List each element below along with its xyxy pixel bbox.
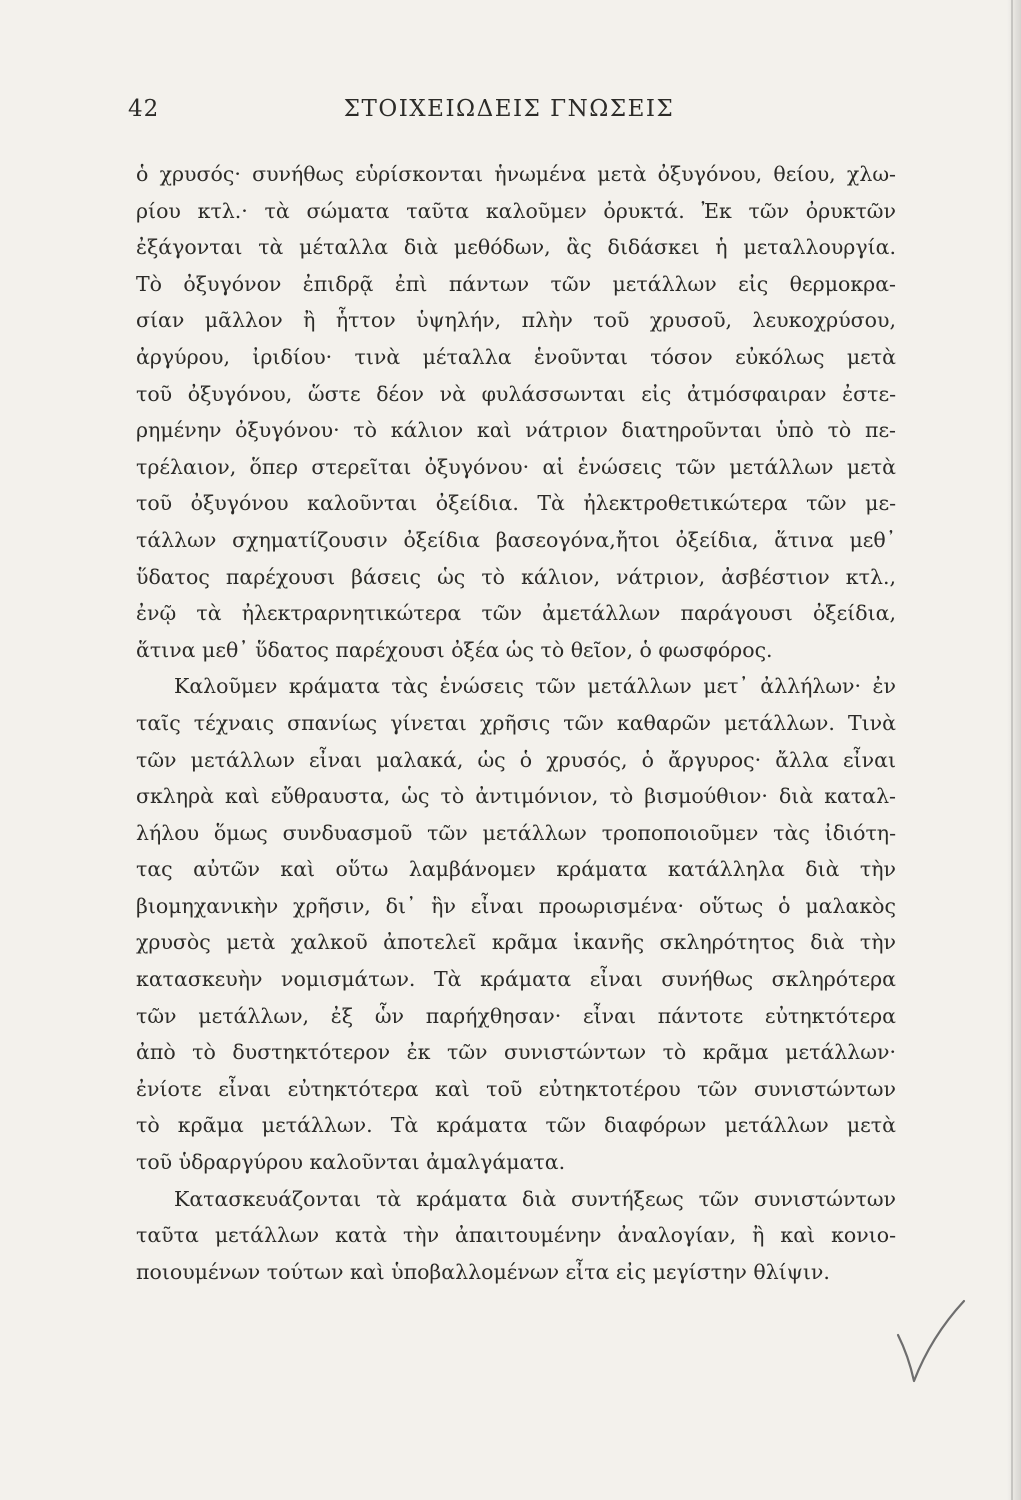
text-line: τῶν μετάλλων εἶναι μαλακά, ὡς ὁ χρυσός, ὁ ἄργυρος· ἄλλα εἶναι <box>136 747 896 772</box>
handwritten-check-mark <box>890 1295 970 1395</box>
text-line: ἅτινα μεθ᾽ ὕδατος παρέχουσι ὀξέα ὡς τὸ θεῖον, ὁ φωσφόρος. <box>136 637 773 662</box>
text-line: τῶν μετάλλων, ἐξ ὧν παρήχθησαν· εἶναι πάντοτε εὐτηκτότερα <box>136 1003 896 1028</box>
body-text <box>136 156 896 1290</box>
text-line: τοῦ ὑδραργύρου καλοῦνται ἀμαλγάματα. <box>136 1150 566 1175</box>
page-edge-line <box>1011 0 1013 1500</box>
text-line: ἀργύρου, ἰριδίου· τινὰ μέταλλα ἑνοῦνται τόσον εὐκόλως μετὰ <box>136 344 896 369</box>
page-number: 42 <box>128 96 160 122</box>
text-line: ἐνῷ τὰ ἠλεκτραρνητικώτερα τῶν ἀμετάλλων παράγουσι ὀξείδια, <box>136 601 896 626</box>
text-line: Καλοῦμεν κράματα τὰς ἑνώσεις τῶν μετάλλων μετ᾽ ἀλλήλων· ἐν <box>174 674 896 699</box>
text-line: ταῦτα μετάλλων κατὰ τὴν ἀπαιτουμένην ἀναλογίαν, ἢ καὶ κονιο- <box>136 1223 896 1248</box>
text-line: τοῦ ὀξυγόνου καλοῦνται ὀξείδια. Τὰ ἠλεκτροθετικώτερα τῶν με- <box>136 491 896 516</box>
text-line: τας αὐτῶν καὶ οὕτω λαμβάνομεν κράματα κατάλληλα διὰ τὴν <box>136 857 896 882</box>
text-line: τοῦ ὀξυγόνου, ὥστε δέον νὰ φυλάσσωνται εἰς ἀτμόσφαιραν ἐστε- <box>136 381 896 406</box>
text-line: ὕδατος παρέχουσι βάσεις ὡς τὸ κάλιον, νάτριον, ἀσβέστιον κτλ., <box>136 564 896 589</box>
text-line: σκληρὰ καὶ εὔθραυστα, ὡς τὸ ἀντιμόνιον, τὸ βισμούθιον· διὰ καταλ- <box>136 784 896 809</box>
text-line: βιομηχανικὴν χρῆσιν, δι᾽ ἣν εἶναι προωρισμένα· οὕτως ὁ μαλακὸς <box>136 893 896 918</box>
text-line: ρημένην ὀξυγόνου· τὸ κάλιον καὶ νάτριον διατηροῦνται ὑπὸ τὸ πε- <box>136 418 896 443</box>
text-line: κατασκευὴν νομισμάτων. Τὰ κράματα εἶναι συνήθως σκληρότερα <box>136 967 896 992</box>
text-line: χρυσὸς μετὰ χαλκοῦ ἀποτελεῖ κρᾶμα ἱκανῆς σκληρότητος διὰ τὴν <box>136 930 896 955</box>
text-line: ὁ χρυσός· συνήθως εὑρίσκονται ἡνωμένα μετὰ ὀξυγόνου, θείου, χλω- <box>136 162 896 186</box>
text-line: ταῖς τέχναις σπανίως γίνεται χρῆσις τῶν καθαρῶν μετάλλων. Τινὰ <box>136 710 896 735</box>
text-line: σίαν μᾶλλον ἢ ἧττον ὑψηλήν, πλὴν τοῦ χρυσοῦ, λευκοχρύσου, <box>136 308 896 333</box>
text-line: ἀπὸ τὸ δυστηκτότερον ἐκ τῶν συνιστώντων τὸ κρᾶμα μετάλλων· <box>136 1040 896 1065</box>
page-header <box>128 96 890 136</box>
text-line: λήλου ὅμως συνδυασμοῦ τῶν μετάλλων τροποποιοῦμεν τὰς ἰδιότη- <box>136 820 896 845</box>
text-line: τὸ κρᾶμα μετάλλων. Τὰ κράματα τῶν διαφόρων μετάλλων μετὰ <box>136 1113 896 1138</box>
text-line: ρίου κτλ.· τὰ σώματα ταῦτα καλοῦμεν ὀρυκτά. Ἐκ τῶν ὀρυκτῶν <box>136 198 896 223</box>
text-line: ἐξάγονται τὰ μέταλλα διὰ μεθόδων, ἃς διδάσκει ἡ μεταλλουργία. <box>136 235 896 260</box>
text-line: Κατασκευάζονται τὰ κράματα διὰ συντήξεως τῶν συνιστώντων <box>174 1186 896 1211</box>
text-line: τάλλων σχηματίζουσιν ὀξείδια βασεογόνα,ἤτοι ὀξείδια, ἅτινα μεθ᾽ <box>136 527 896 552</box>
running-title: ΣΤΟΙΧΕΙΩΔΕΙΣ ΓΝΩΣΕΙΣ <box>343 96 675 122</box>
text-line: ποιουμένων τούτων καὶ ὑποβαλλομένων εἶτα εἰς μεγίστην θλίψιν. <box>136 1259 830 1284</box>
text-line: τρέλαιον, ὅπερ στερεῖται ὀξυγόνου· αἱ ἑνώσεις τῶν μετάλλων μετὰ <box>136 454 896 479</box>
text-line: Τὸ ὀξυγόνον ἐπιδρᾷ ἐπὶ πάντων τῶν μετάλλων εἰς θερμοκρα- <box>136 271 896 296</box>
text-line: ἐνίοτε εἶναι εὐτηκτότερα καὶ τοῦ εὐτηκτοτέρου τῶν συνιστώντων <box>136 1076 896 1101</box>
page-edge-shadow <box>1007 0 1021 1500</box>
